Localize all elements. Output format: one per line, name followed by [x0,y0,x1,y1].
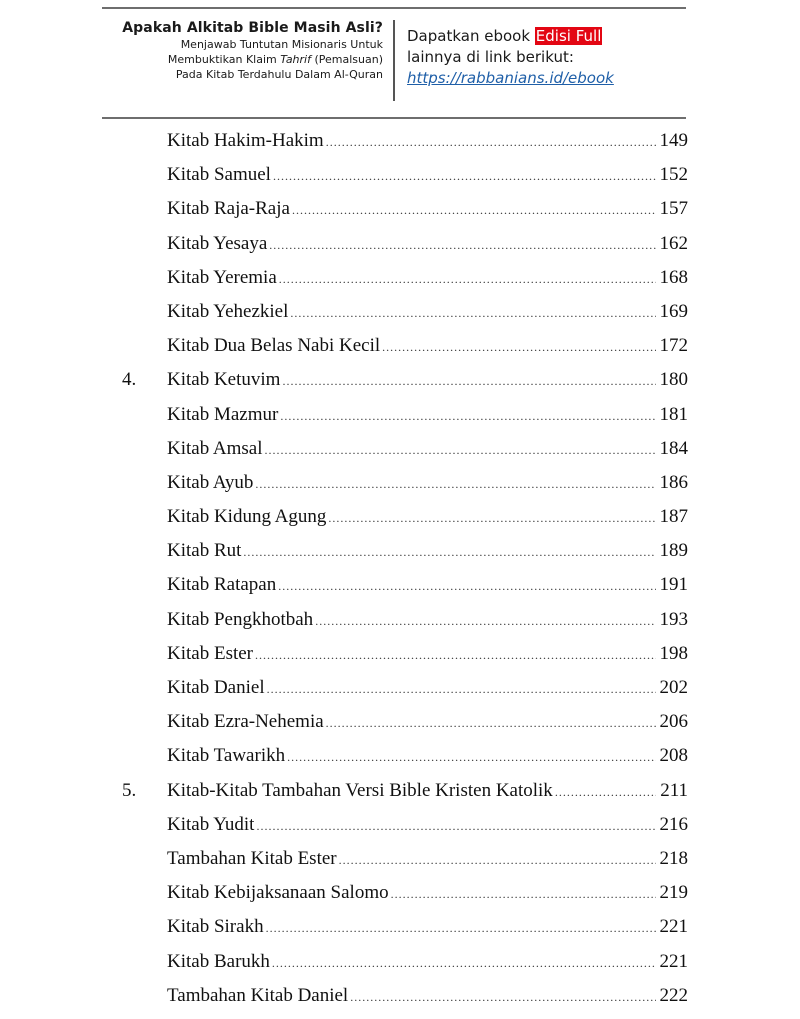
toc-entry-page: 198 [659,642,688,664]
toc-dot-leader [266,921,656,936]
toc-entry-title: Kitab Yudit [167,813,255,835]
toc-dot-leader [279,272,656,287]
toc-entry-number: 5. [122,779,137,801]
toc-entry[interactable] [122,506,688,540]
toc-entry-page: 218 [659,847,688,869]
toc-entry[interactable] [122,472,688,506]
toc-entry-page: 152 [659,164,688,186]
toc-dot-leader [278,579,655,594]
promo-text: Dapatkan ebook [407,27,535,45]
toc-entry-page: 216 [659,813,688,835]
subtitle-text-end: (Pemalsuan) [310,53,383,66]
toc-entry[interactable] [122,438,688,472]
toc-entry[interactable] [122,267,688,301]
toc-entry[interactable] [122,951,688,985]
toc-entry-page: 202 [659,677,688,698]
toc-entry[interactable] [122,609,688,643]
toc-entry-page: 168 [659,266,688,288]
toc-dot-leader [269,238,655,253]
toc-entry-page: 162 [659,232,688,254]
toc-entry-title: Kitab Sirakh [167,916,264,938]
toc-entry-title: Kitab Ayub [167,471,254,493]
running-header [102,20,686,102]
toc-entry[interactable] [122,677,688,711]
toc-dot-leader [339,853,656,868]
toc-entry[interactable] [122,574,688,608]
toc-entry-title: Kitab Yesaya [167,232,268,254]
toc-entry[interactable] [122,198,688,232]
toc-entry[interactable] [122,814,688,848]
toc-entry[interactable] [122,164,688,198]
toc-dot-leader [328,511,655,526]
toc-entry-title: Kitab Kebijaksanaan Salomo [167,882,389,904]
toc-dot-leader [243,545,655,560]
toc-entry-page: 208 [659,745,688,767]
toc-entry-page: 187 [659,506,688,528]
toc-entry[interactable] [122,130,688,164]
toc-entry-number: 4. [122,369,137,391]
toc-dot-leader [273,169,656,184]
toc-dot-leader [555,785,656,800]
toc-dot-leader [255,648,655,663]
book-subtitle-line3: Pada Kitab Terdahulu Dalam Al-Quran [175,68,383,81]
subtitle-emphasis: Tahrif [280,53,311,66]
toc-entry-page: 206 [659,711,688,733]
book-title-block [102,20,383,82]
header-bottom-rule [102,117,686,119]
subtitle-text: Membuktikan Klaim [167,53,281,66]
toc-dot-leader [350,990,655,1005]
promo-line1 [407,26,614,47]
toc-entry-title: Tambahan Kitab Ester [167,847,337,869]
toc-entry-page: 222 [659,984,688,1006]
toc-entry-title: Kitab Ratapan [167,574,277,596]
promo-highlight: Edisi Full [535,27,602,45]
toc-entry-title: Kitab Samuel [167,164,271,186]
toc-dot-leader [391,887,656,902]
toc-dot-leader [282,374,655,389]
toc-entry[interactable] [122,745,688,779]
toc-dot-leader [255,477,655,492]
toc-entry-title: Kitab Yehezkiel [167,300,289,322]
ebook-link[interactable]: https://rabbanians.id/ebook [407,69,614,87]
toc-dot-leader [290,306,655,321]
toc-entry-page: 184 [659,437,688,459]
toc-dot-leader [326,135,656,150]
toc-entry-page: 169 [659,300,688,322]
toc-entry-page: 181 [659,403,688,425]
toc-entry[interactable] [122,233,688,267]
toc-entry-page: 189 [659,540,688,562]
toc-entry[interactable] [122,643,688,677]
toc-entry[interactable] [122,882,688,916]
toc-dot-leader [287,750,655,765]
header-divider [393,20,395,101]
toc-entry[interactable] [122,848,688,882]
toc-entry-title: Kitab Rut [167,540,242,562]
toc-entry-title: Kitab Amsal [167,437,263,459]
toc-entry-title: Kitab Ketuvim [167,369,281,391]
toc-dot-leader [326,716,656,731]
toc-entry[interactable] [122,711,688,745]
toc-entry-page: 221 [659,916,688,938]
toc-entry-title: Kitab Ezra-Nehemia [167,711,324,733]
toc-entry-title: Tambahan Kitab Daniel [167,984,349,1006]
toc-entry-page: 221 [659,950,688,972]
toc-entry-page: 191 [659,574,688,596]
toc-entry-page: 193 [659,608,688,630]
toc-entry[interactable] [122,916,688,950]
toc-entry-title: Kitab Mazmur [167,403,279,425]
toc-entry-title: Kitab Daniel [167,677,265,698]
toc-dot-leader [265,443,656,458]
promo-block [407,26,614,89]
toc-entry-title: Kitab-Kitab Tambahan Versi Bible Kristen Katolik [167,779,553,801]
toc-entry[interactable] [122,985,688,1019]
toc-dot-leader [280,409,655,424]
book-subtitle-line2 [102,52,383,67]
toc-entry[interactable] [122,369,688,403]
toc-entry-page: 149 [659,130,688,151]
toc-dot-leader [382,340,655,355]
toc-dot-leader [315,614,655,629]
book-title: Apakah Alkitab Bible Masih Asli? [122,20,383,36]
header-top-rule [102,7,686,9]
toc-entry-title: Kitab Dua Belas Nabi Kecil [167,335,381,357]
toc-entry-title: Kitab Raja-Raja [167,198,290,220]
toc-dot-leader [256,819,655,834]
table-of-contents [122,130,688,1019]
book-subtitle-line1: Menjawab Tuntutan Misionaris Untuk [180,38,383,51]
toc-entry[interactable] [122,780,688,814]
toc-entry-page: 186 [659,471,688,493]
toc-dot-leader [292,203,656,218]
toc-entry-page: 219 [659,882,688,904]
toc-entry[interactable] [122,404,688,438]
toc-entry-title: Kitab Ester [167,642,254,664]
toc-entry-title: Kitab Pengkhotbah [167,608,314,630]
toc-entry-page: 172 [659,335,688,357]
toc-entry-title: Kitab Kidung Agung [167,506,327,528]
toc-entry-page: 211 [660,779,688,801]
toc-entry[interactable] [122,540,688,574]
toc-entry-page: 157 [659,198,688,220]
toc-dot-leader [272,956,656,971]
toc-entry[interactable] [122,301,688,335]
toc-entry-title: Kitab Yeremia [167,266,277,288]
toc-entry-title: Kitab Hakim-Hakim [167,130,324,151]
toc-entry-title: Kitab Tawarikh [167,745,286,767]
toc-entry-title: Kitab Barukh [167,950,270,972]
toc-dot-leader [267,682,656,697]
toc-entry[interactable] [122,335,688,369]
promo-line2: lainnya di link berikut: [407,48,574,66]
toc-entry-page: 180 [659,369,688,391]
